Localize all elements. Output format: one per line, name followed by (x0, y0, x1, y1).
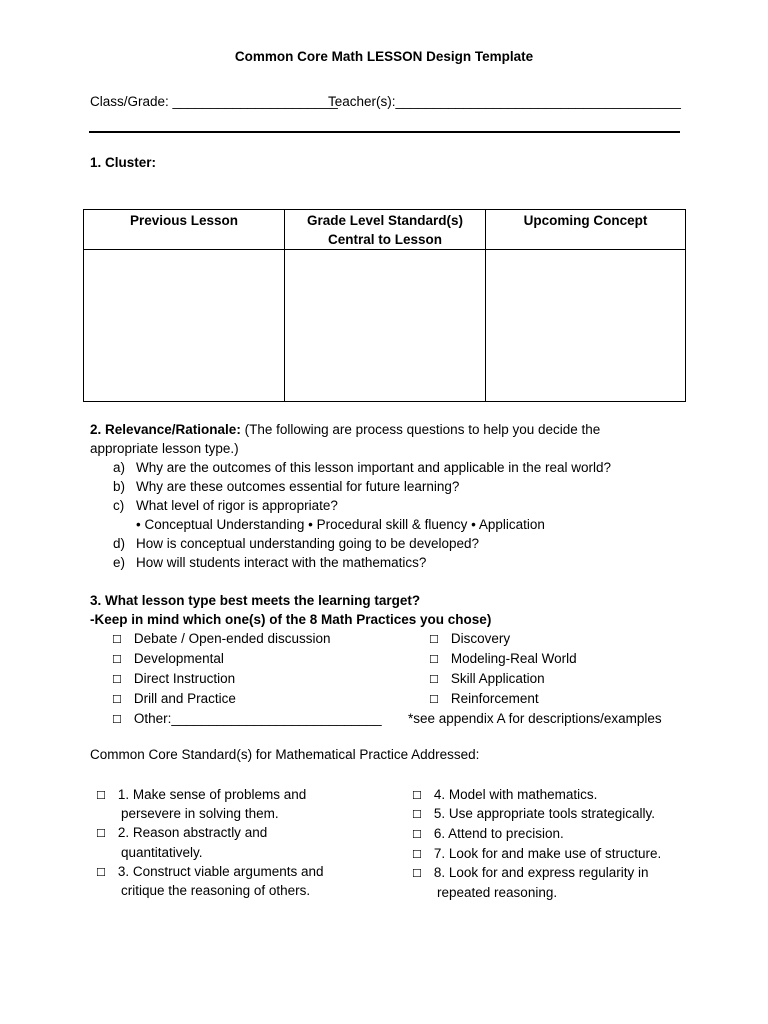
practice-label-cont: repeated reasoning. (437, 885, 558, 900)
list-marker: d) (113, 536, 126, 551)
lesson-option-modeling[interactable] (429, 651, 577, 666)
cluster-label: 1. Cluster: (90, 155, 157, 170)
option-label: Modeling-Real World (450, 651, 577, 666)
practice-item-2[interactable] (96, 825, 267, 840)
cluster-table (83, 209, 686, 402)
lesson-type-heading: 3. What lesson type best meets the learning target? (90, 593, 421, 608)
practice-item-1[interactable] (96, 787, 306, 802)
checkbox-icon[interactable]: ☐ (412, 808, 422, 821)
practice-label: 4. Model with mathematics. (433, 787, 598, 802)
checkbox-icon[interactable]: ☐ (429, 693, 439, 706)
option-label: Discovery (450, 631, 511, 646)
relevance-heading: 2. Relevance/Rationale: (90, 422, 241, 437)
list-marker: e) (113, 555, 126, 570)
lesson-option-direct-instruction[interactable] (112, 671, 235, 686)
practice-label: 3. Construct viable arguments and (117, 864, 324, 879)
checkbox-icon[interactable]: ☐ (96, 866, 106, 879)
table-header-row (84, 210, 686, 250)
class-grade-field[interactable]: Class/Grade: ______________________ (90, 94, 338, 109)
col-previous-lesson: Previous Lesson (84, 210, 285, 250)
list-marker: b) (113, 479, 126, 494)
practice-item-5[interactable] (412, 806, 655, 821)
option-label: Debate / Open-ended discussion (133, 631, 331, 646)
list-item: How is conceptual understanding going to be developed? (136, 536, 479, 551)
checkbox-icon[interactable]: ☐ (429, 633, 439, 646)
list-marker: c) (113, 498, 125, 513)
col-grade-level-line1: Grade Level Standard(s) (306, 213, 464, 228)
checkbox-icon[interactable]: ☐ (412, 848, 422, 861)
checkbox-icon[interactable]: ☐ (112, 673, 122, 686)
checkbox-icon[interactable]: ☐ (96, 827, 106, 840)
teacher-field[interactable]: Teacher(s):______________________________________ (328, 94, 681, 109)
practice-item-7[interactable] (412, 846, 661, 861)
option-label: Reinforcement (450, 691, 539, 706)
lesson-option-reinforcement[interactable] (429, 691, 539, 706)
cell-previous-lesson[interactable] (84, 250, 285, 402)
practice-label-cont: quantitatively. (121, 845, 203, 860)
checkbox-icon[interactable]: ☐ (112, 693, 122, 706)
practice-item-4[interactable] (412, 787, 597, 802)
list-item: Why are these outcomes essential for future learning? (136, 479, 460, 494)
lesson-option-skill-application[interactable] (429, 671, 545, 686)
checkbox-icon[interactable]: ☐ (412, 789, 422, 802)
practice-item-6[interactable] (412, 826, 564, 841)
list-item: Why are the outcomes of this lesson important and applicable in the real world? (136, 460, 612, 475)
relevance-intro-text: (The following are process questions to help you decide the (240, 422, 601, 437)
lesson-option-debate[interactable] (112, 631, 331, 646)
page-title: Common Core Math LESSON Design Template (234, 49, 534, 64)
practice-item-8[interactable] (412, 865, 649, 880)
lesson-option-developmental[interactable] (112, 651, 224, 666)
practice-label: 1. Make sense of problems and (117, 787, 307, 802)
option-label: Developmental (133, 651, 224, 666)
option-label: Skill Application (450, 671, 545, 686)
checkbox-icon[interactable]: ☐ (112, 653, 122, 666)
checkbox-icon[interactable]: ☐ (112, 713, 122, 726)
option-label: Direct Instruction (133, 671, 236, 686)
checkbox-icon[interactable]: ☐ (112, 633, 122, 646)
option-label: Other:____________________________ (133, 711, 382, 726)
lesson-option-drill-practice[interactable] (112, 691, 236, 706)
practice-label: 2. Reason abstractly and (117, 825, 268, 840)
practice-label: 5. Use appropriate tools strategically. (433, 806, 655, 821)
practice-label: 8. Look for and express regularity in (433, 865, 649, 880)
practices-heading: Common Core Standard(s) for Mathematical Practice Addressed: (90, 747, 480, 762)
col-grade-level-standards (285, 210, 486, 250)
relevance-intro-cont: appropriate lesson type.) (90, 441, 239, 456)
checkbox-icon[interactable]: ☐ (429, 673, 439, 686)
option-label: Drill and Practice (133, 691, 236, 706)
lesson-option-discovery[interactable] (429, 631, 510, 646)
practice-label-cont: persevere in solving them. (121, 806, 279, 821)
checkbox-icon[interactable]: ☐ (96, 789, 106, 802)
checkbox-icon[interactable]: ☐ (412, 867, 422, 880)
cell-grade-level-standards[interactable] (285, 250, 486, 402)
practice-label: 6. Attend to precision. (433, 826, 564, 841)
appendix-note: *see appendix A for descriptions/examples (408, 711, 662, 726)
header-divider (89, 131, 680, 133)
col-upcoming-concept: Upcoming Concept (486, 210, 686, 250)
lesson-type-subheading: -Keep in mind which one(s) of the 8 Math Practices you chose) (90, 612, 492, 627)
lesson-option-other[interactable] (112, 711, 382, 726)
list-item: • Conceptual Understanding • Procedural skill & fluency • Application (136, 517, 545, 532)
checkbox-icon[interactable]: ☐ (429, 653, 439, 666)
list-item: How will students interact with the mathematics? (136, 555, 427, 570)
practice-label: 7. Look for and make use of structure. (433, 846, 662, 861)
cell-upcoming-concept[interactable] (486, 250, 686, 402)
col-grade-level-line2: Central to Lesson (327, 232, 443, 247)
relevance-intro (90, 422, 600, 437)
practice-item-3[interactable] (96, 864, 324, 879)
list-marker: a) (113, 460, 126, 475)
list-item: What level of rigor is appropriate? (136, 498, 338, 513)
checkbox-icon[interactable]: ☐ (412, 828, 422, 841)
practice-label-cont: critique the reasoning of others. (121, 883, 311, 898)
table-row (84, 250, 686, 402)
